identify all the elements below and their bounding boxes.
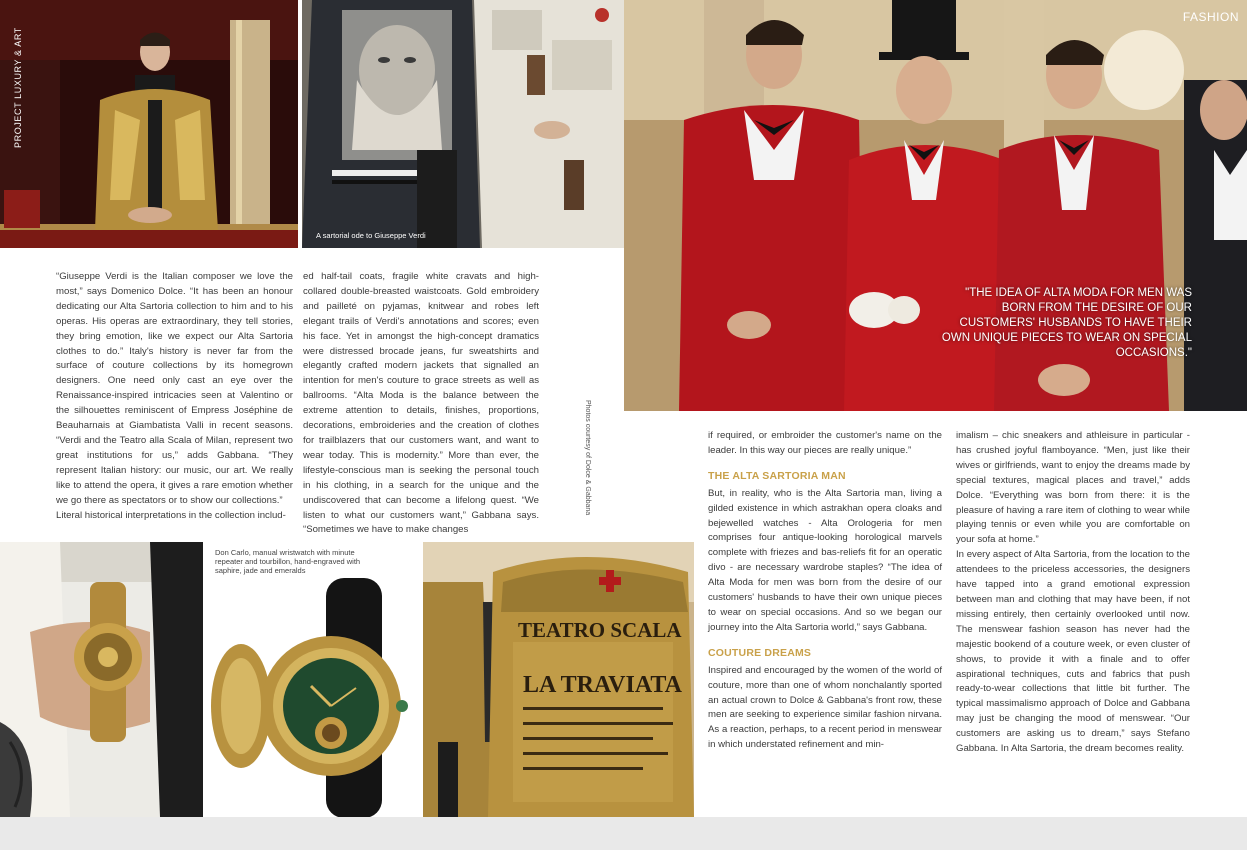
subheading-alta-sartoria-man: THE ALTA SARTORIA MAN <box>708 469 846 482</box>
column-4-paragraph-1: imalism – chic sneakers and athleisure in particular - has crushed joyful flamboyance. “Men, just like their wives or girlfriends, want to enjoy the dreams made by special textures, magical places and travel,” adds Dolce. “Everything was born from there: it is the pleasure of having a rare item of clothing to wear while playing tennis or even while you are comfortable on your sofa at home.” <box>956 430 1190 546</box>
section-label: FASHION <box>1182 10 1239 24</box>
column-2-paragraph-1: ed half-tail coats, fragile white cravats and high-collared double-breasted waistcoats. Gold embroidery and pailleté on pyjamas, knitwear and robes left elegant trails of Verdi's annotations and scores; even his face. Yet in amongst the high-concept dramatics were distressed brocade jeans, fur sweatshirts and elegantly crafted modern jackets that signalled an intention for men's couture to grace streets as well as ballrooms. “Alta Moda is the balance between the extreme attention to details, finishes, proportions, decorations, embroideries and the creation of clothes for trailblazers that our customers want, and want to wear today. This is modernity.” More than ever, the lifestyle-conscious man is seeking the personal touch in his clothing, in a search for the unique and the undiscovered that can become a lifelong quest. “We listen to what our customers want,” Gabbana says. “Sometimes we have to make changes <box>303 271 539 536</box>
photo-caption-verdi: A sartorial ode to Giuseppe Verdi <box>316 231 426 240</box>
subheading-couture-dreams: COUTURE DREAMS <box>708 646 812 659</box>
column-3-paragraph-2: But, in reality, who is the Alta Sartoria man, living a gilded existence in which astrakhan opera cloaks and bejewelled watches - Alta Orologeria for men comprises four antique-looking horological marvels complete with friezes and bas-reliefs fit for an operatic divo - are necessary wardrobe staples? “The idea of Alta Moda for men was born from the desire of our customers' husbands to have their own unique pieces to wear on special occasions. And so we began our journey into the Alta Sartoria world,” says Gabbana. <box>708 487 942 633</box>
article-column-1 <box>56 270 293 523</box>
photo-watch-product <box>206 578 411 818</box>
article-column-3 <box>708 429 942 753</box>
article-column-4 <box>956 429 1190 757</box>
side-section-label: PROJECT LUXURY & ART <box>13 27 23 148</box>
page-footer-bar <box>0 817 1247 850</box>
photo-gold-jacket-model <box>0 0 298 248</box>
column-4-paragraph-2: In every aspect of Alta Sartoria, from the location to the attendees to the priceless accessories, the designers have tapped into a grand emotional expression between man and clothing that may have been, if not missing entirely, then certainly overlooked until now. The menswear fashion season has never had the majestic bookend of a couture week, or even cluster of shows, to provide it with a finale and to offer aspirational techniques, cuts and fabrics that push ready-to-wear collections that little bit further. The typical massimalismo approach of Dolce and Gabbana may just be changing the mood of menswear. “Our customers are asking us to dream,” says Stefano Gabbana. In Alta Sartoria, the dream becomes reality. <box>956 549 1190 755</box>
photo-teatro-scala-jacket <box>423 542 694 817</box>
jacket-text-teatro-scala: TEATRO SCALA <box>518 618 682 642</box>
jacket-text-la-traviata: LA TRAVIATA <box>523 672 682 698</box>
column-1-paragraph-2: Literal historical interpretations in the collection includ- <box>56 509 286 521</box>
article-column-2 <box>303 270 539 538</box>
pull-quote: "THE IDEA OF ALTA MODA FOR MEN WAS BORN FROM THE DESIRE OF OUR CUSTOMERS' HUSBANDS TO HAVE THEIR OWN UNIQUE PIECES TO WEAR ON SPECIAL OCCASIONS." <box>941 287 1192 359</box>
photo-wristwatch-on-wrist <box>0 542 203 817</box>
column-3-paragraph-1: if required, or embroider the customer's name on the leader. In this way our pieces are really unique.” <box>708 430 942 456</box>
photo-verdi-sweater <box>302 0 624 248</box>
photo-caption-watch: Don Carlo, manual wristwatch with minute repeater and tourbillon, hand-engraved with saphire, jade and emeralds <box>215 548 361 575</box>
column-3-paragraph-3: Inspired and encouraged by the women of the world of couture, more than one of whom nonchalantly sported an actual crown to Dolce & Gabbana's front row, these men are seeking to experience similar fashion nirvana. As a reaction, perhaps, to a recent period in menswear in which understated refinement and min- <box>708 664 942 751</box>
column-1-paragraph-1: “Giuseppe Verdi is the Italian composer we love the most,” says Domenico Dolce. “It has been an honour dedicating our Alta Sartoria collection to him and to his operas. His operas are extraordinary, they tell stories, they bring emotion, like we expect our Alta Sartoria clothes to do.” Italy's history is never far from the surface of couture collections by its homegrown designers. One need only cast an eye over the Renaissance-inspired intricacies seen at Valentino or the silhouettes reminiscent of Empress Joséphine de Beauharnais at Giambatista Valli in recent seasons. “Verdi and the Teatro alla Scala of Milan, represent two great institutions for us,” adds Gabbana. “They represent Italian history: our music, our art. We really like to attend the opera, it gives a rare emotion whether we go there as spectators or to show our collections.” <box>56 271 293 506</box>
photo-credit: Photos courtesy of Dolce & Gabbana <box>584 400 591 516</box>
